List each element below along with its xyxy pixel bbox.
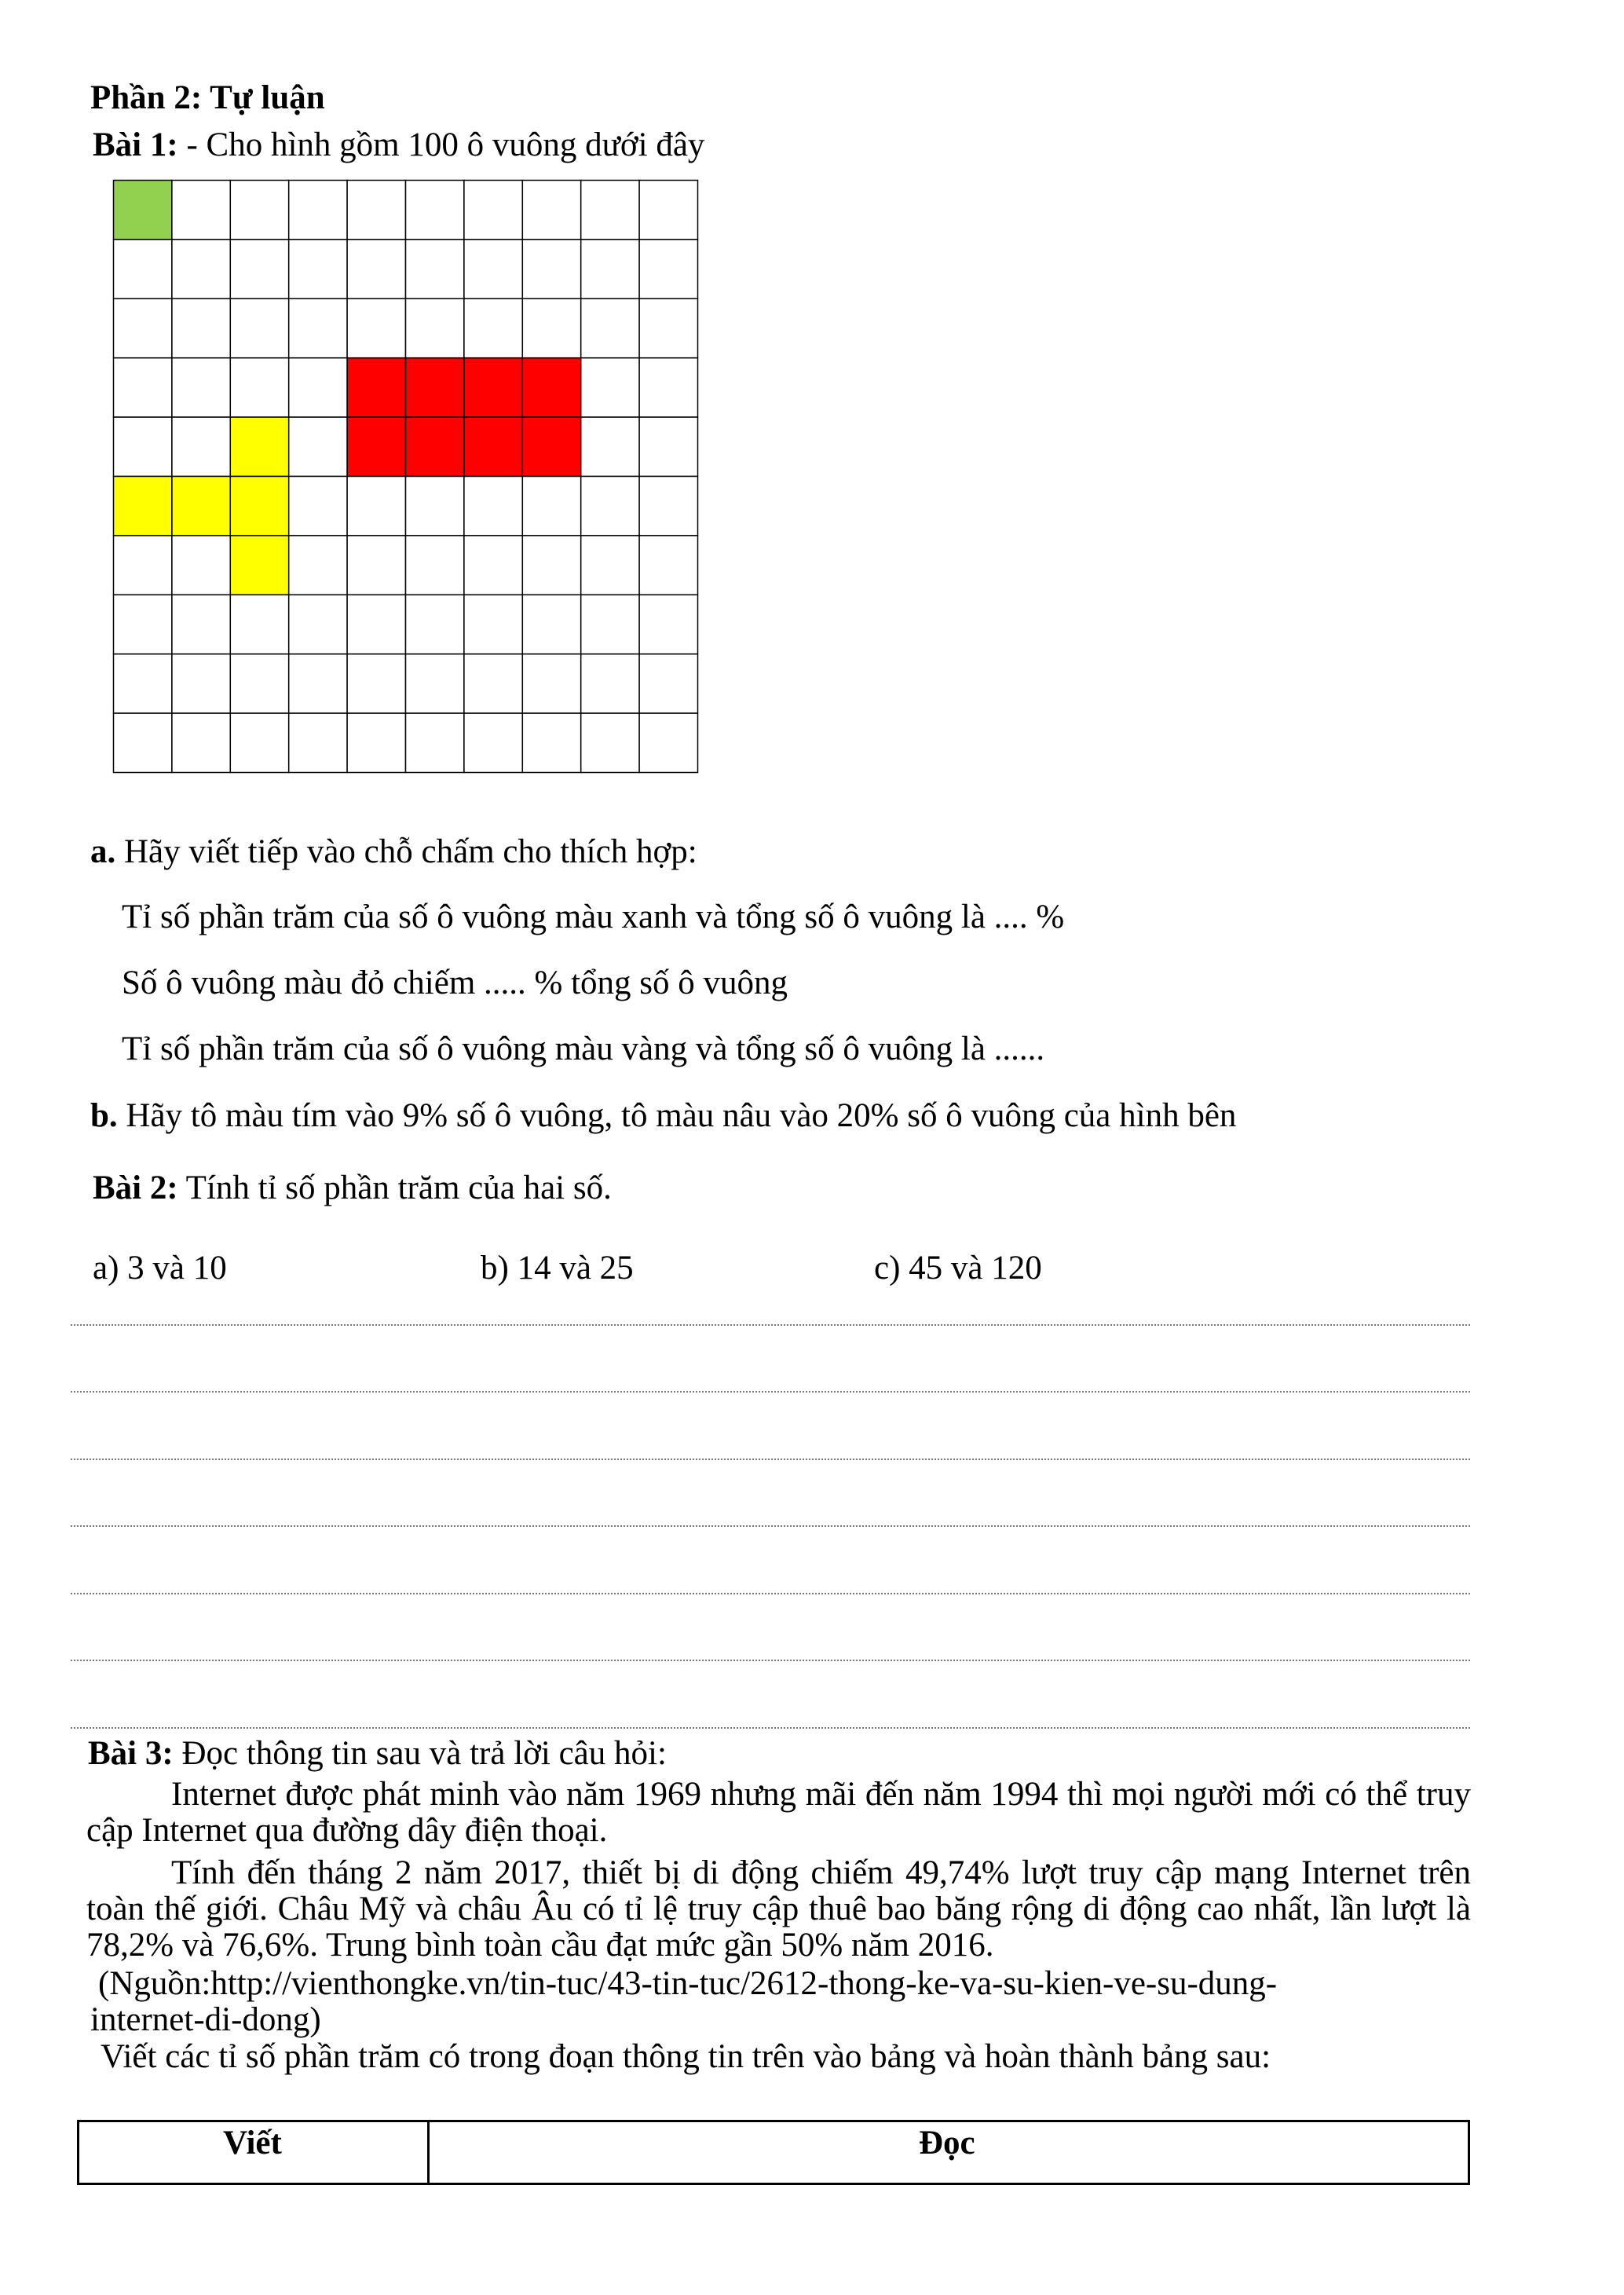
grid-cell	[230, 417, 288, 476]
bai3-text: Đọc thông tin sau và trả lời câu hỏi:	[173, 1735, 667, 1772]
grid-cell	[347, 654, 405, 713]
answer-line	[71, 1593, 1470, 1594]
grid-cell	[114, 181, 172, 240]
bai1-label: Bài 1:	[93, 126, 178, 163]
grid-cell	[289, 358, 347, 417]
grid-cell	[172, 654, 230, 713]
grid-cell	[639, 181, 697, 240]
grid-cell	[406, 298, 464, 357]
grid-cell	[522, 181, 580, 240]
grid-cell	[464, 713, 522, 772]
question-b-label: b.	[90, 1097, 118, 1134]
grid-cell	[639, 654, 697, 713]
grid-cell	[114, 240, 172, 298]
grid-cell	[464, 477, 522, 536]
bai2-text: Tính tỉ số phần trăm của hai số.	[177, 1169, 612, 1206]
grid-cell	[639, 240, 697, 298]
grid-cell	[289, 240, 347, 298]
grid-cell	[522, 298, 580, 357]
bai3-source-line1: (Nguồn:http://vienthongke.vn/tin-tuc/43-tin-tuc/2612-thong-ke-va-su-kien-ve-su-dung-	[98, 1965, 1278, 2002]
answer-line	[71, 1391, 1470, 1393]
grid-cell	[406, 358, 464, 417]
grid-cell	[406, 477, 464, 536]
grid-cell	[464, 654, 522, 713]
grid-cell	[289, 298, 347, 357]
bai2-item-c: c) 45 và 120	[874, 1250, 1042, 1287]
bai2-item-b: b) 14 và 25	[481, 1250, 634, 1287]
grid-cell	[114, 417, 172, 476]
grid-cell	[522, 477, 580, 536]
bai3-paragraph-2	[86, 1855, 1471, 1964]
grid-cell	[172, 298, 230, 357]
grid-cell	[464, 358, 522, 417]
question-b	[90, 1096, 1236, 1136]
grid-cell	[230, 358, 288, 417]
bai2-label: Bài 2:	[93, 1169, 178, 1206]
grid-cell	[114, 536, 172, 595]
question-a-line3: Tỉ số phần trăm của số ô vuông màu vàng và tổng số ô vuông là ......	[122, 1030, 1045, 1067]
grid-cell	[406, 713, 464, 772]
bai2-heading	[93, 1169, 612, 1208]
bai3-paragraph-1-text: Internet được phát minh vào năm 1969 nhưng mãi đến năm 1994 thì mọi người mới có thể truy cập Internet qua đường dây điện thoại.	[86, 1776, 1471, 1849]
grid-cell	[172, 713, 230, 772]
grid-cell	[464, 536, 522, 595]
grid-cell	[406, 181, 464, 240]
grid-svg	[112, 179, 699, 774]
table-header-write: Viết	[223, 2125, 282, 2161]
question-a	[90, 833, 697, 872]
question-a-line1: Tỉ số phần trăm của số ô vuông màu xanh và tổng số ô vuông là .... %	[122, 899, 1065, 935]
bai1-heading	[93, 126, 704, 165]
grid-cell	[172, 358, 230, 417]
bai3-paragraph-1	[86, 1777, 1471, 1849]
bai3-instruction: Viết các tỉ số phần trăm có trong đoạn thông tin trên vào bảng và hoàn thành bảng sau:	[101, 2038, 1271, 2075]
answer-line	[71, 1727, 1470, 1729]
grid-cell	[347, 595, 405, 653]
grid-cell	[581, 298, 639, 357]
grid-cell	[639, 595, 697, 653]
grid-cell	[347, 477, 405, 536]
grid-cell	[581, 181, 639, 240]
grid-cell	[639, 713, 697, 772]
grid-cell	[464, 240, 522, 298]
table-header-read: Đọc	[919, 2125, 975, 2161]
grid-cell	[639, 298, 697, 357]
grid-cell	[230, 713, 288, 772]
bai2-item-a: a) 3 và 10	[93, 1250, 227, 1287]
grid-cell	[581, 536, 639, 595]
grid-cell	[347, 240, 405, 298]
grid-cell	[522, 713, 580, 772]
grid-cell	[172, 240, 230, 298]
grid-cell	[289, 536, 347, 595]
part-title: Phần 2: Tự luận	[90, 79, 325, 116]
grid-cell	[347, 298, 405, 357]
grid-cell	[172, 181, 230, 240]
grid-cell	[289, 417, 347, 476]
bai3-paragraph-2-text: Tính đến tháng 2 năm 2017, thiết bị di động chiếm 49,74% lượt truy cập mạng Internet trên toàn thế giới. Châu Mỹ và châu Âu có tỉ lệ truy cập thuê bao băng rộng di động cao nhất, lần lượt là 78,2% và 76,6%. Trung bình toàn cầu đạt mức gần 50% năm 2016.	[86, 1854, 1471, 1964]
grid-cell	[639, 358, 697, 417]
bai3-heading	[88, 1734, 667, 1773]
grid-cell	[172, 417, 230, 476]
grid-cell	[230, 298, 288, 357]
grid-cell	[172, 595, 230, 653]
grid-cell	[114, 595, 172, 653]
grid-cell	[464, 298, 522, 357]
grid-cell	[114, 358, 172, 417]
question-b-text: Hãy tô màu tím vào 9% số ô vuông, tô màu nâu vào 20% số ô vuông của hình bên	[117, 1097, 1237, 1134]
grid-cell	[581, 713, 639, 772]
grid-cell	[172, 477, 230, 536]
grid-cell	[522, 654, 580, 713]
grid-cell	[114, 298, 172, 357]
grid-cell	[406, 240, 464, 298]
grid-cell	[406, 654, 464, 713]
square-grid	[112, 179, 699, 774]
grid-cell	[347, 536, 405, 595]
grid-cell	[289, 477, 347, 536]
grid-cell	[639, 477, 697, 536]
grid-cell	[464, 181, 522, 240]
grid-cell	[289, 181, 347, 240]
grid-cell	[639, 536, 697, 595]
grid-cell	[464, 595, 522, 653]
grid-cell	[172, 536, 230, 595]
question-a-text: Hãy viết tiếp vào chỗ chấm cho thích hợp:	[115, 833, 697, 870]
answer-line	[71, 1525, 1470, 1527]
grid-cell	[289, 595, 347, 653]
grid-cell	[230, 240, 288, 298]
grid-cell	[114, 477, 172, 536]
answer-line	[71, 1660, 1470, 1661]
grid-cell	[581, 654, 639, 713]
grid-cell	[581, 358, 639, 417]
answer-line	[71, 1459, 1470, 1460]
grid-cell	[522, 240, 580, 298]
grid-cell	[522, 358, 580, 417]
grid-cell	[522, 595, 580, 653]
grid-cell	[347, 181, 405, 240]
bai3-source-line2: internet-di-dong)	[90, 2001, 321, 2038]
grid-cell	[230, 595, 288, 653]
grid-cell	[522, 417, 580, 476]
answer-line	[71, 1324, 1470, 1326]
grid-cell	[464, 417, 522, 476]
grid-cell	[347, 417, 405, 476]
grid-cell	[114, 654, 172, 713]
grid-cell	[230, 477, 288, 536]
grid-cell	[639, 417, 697, 476]
grid-cell	[289, 713, 347, 772]
question-a-line2: Số ô vuông màu đỏ chiếm ..... % tổng số ô vuông	[122, 964, 788, 1001]
grid-cell	[230, 536, 288, 595]
grid-cell	[289, 654, 347, 713]
grid-cell	[347, 358, 405, 417]
grid-cell	[581, 595, 639, 653]
bai1-intro: - Cho hình gồm 100 ô vuông dưới đây	[177, 126, 705, 163]
grid-cell	[406, 595, 464, 653]
grid-cell	[581, 417, 639, 476]
question-a-label: a.	[90, 833, 116, 870]
grid-cell	[230, 181, 288, 240]
grid-cell	[581, 240, 639, 298]
grid-cell	[406, 536, 464, 595]
grid-cell	[230, 654, 288, 713]
bai3-label: Bài 3:	[88, 1735, 174, 1772]
grid-cell	[347, 713, 405, 772]
grid-cell	[114, 713, 172, 772]
grid-cell	[522, 536, 580, 595]
grid-cell	[406, 417, 464, 476]
answer-table	[77, 2120, 1470, 2185]
grid-cell	[581, 477, 639, 536]
